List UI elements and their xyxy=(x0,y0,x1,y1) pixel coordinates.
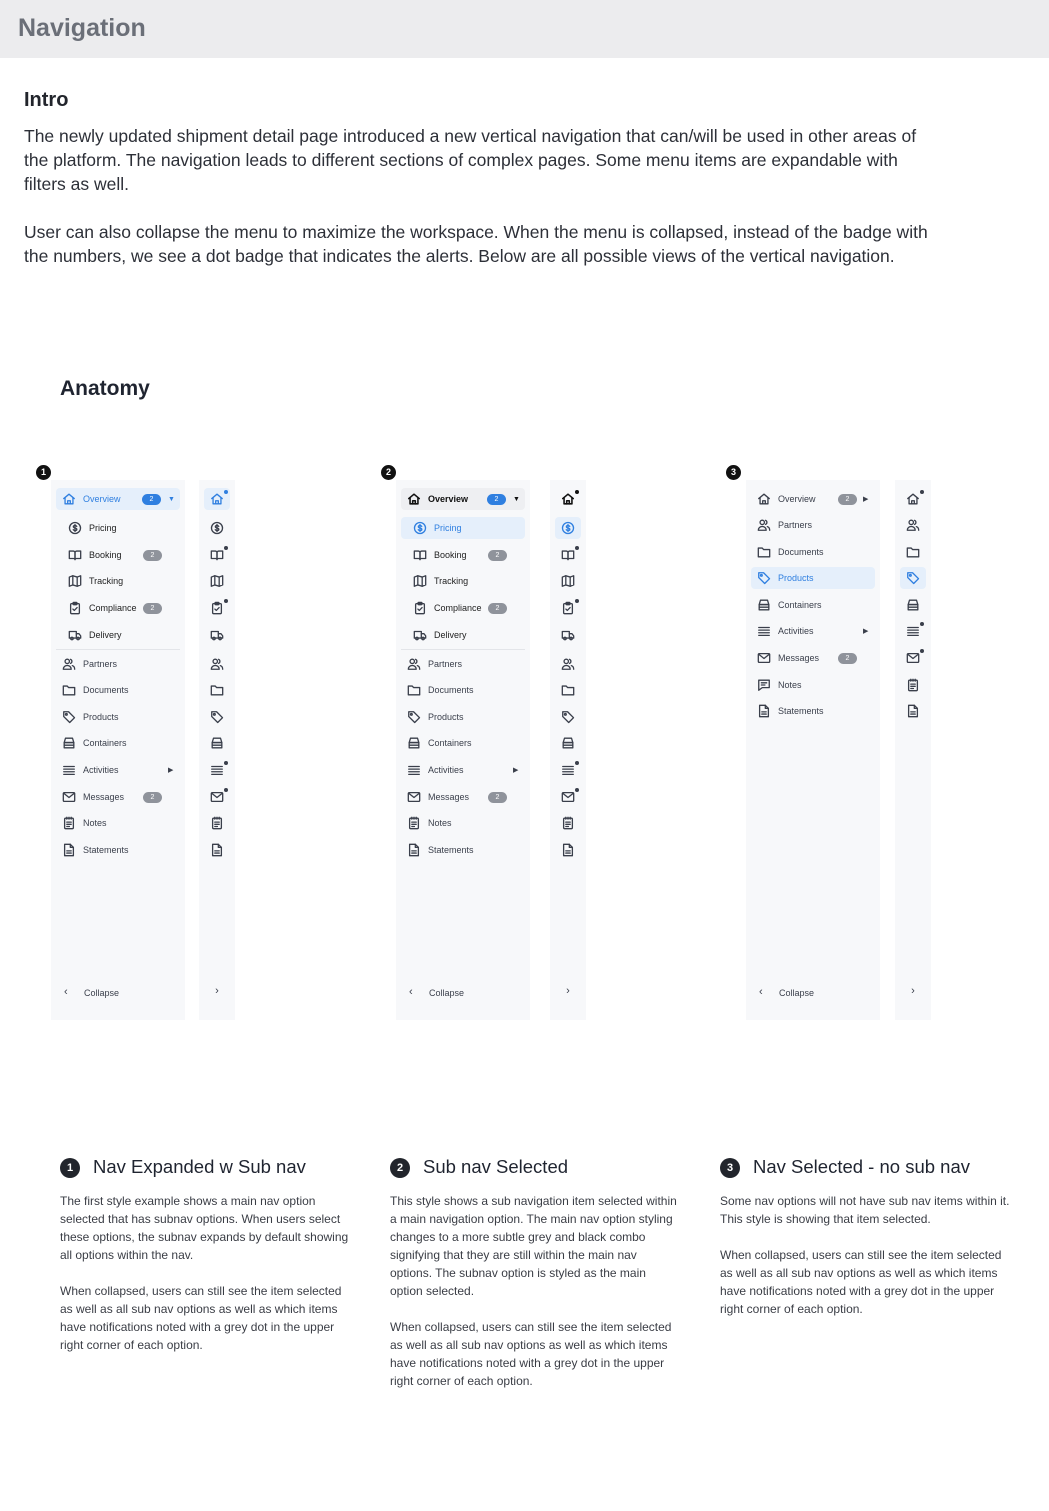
intro-paragraph-1: The newly updated shipment detail page introduced a new vertical navigation that can/will be used in other areas of the platform. The navigation leads to different sections of complex pages. Some menu items are expandable with filters as well. xyxy=(24,126,917,194)
map-icon xyxy=(210,574,224,588)
page-title: Navigation xyxy=(18,14,146,42)
folder-icon xyxy=(906,545,920,559)
notification-badge: 2 xyxy=(143,792,162,803)
nav-panel-expanded-2 xyxy=(396,480,530,1020)
rail-item-tracking[interactable] xyxy=(555,570,581,592)
notification-dot xyxy=(575,761,579,765)
notes-icon xyxy=(210,816,224,830)
nav-item-activities[interactable]: Activities ▶ xyxy=(56,759,180,781)
notification-dot xyxy=(224,761,228,765)
rail-item-statements[interactable] xyxy=(900,700,926,722)
nav-item-partners[interactable]: Partners xyxy=(56,653,180,675)
mail-icon xyxy=(61,789,77,805)
notes-icon xyxy=(906,678,920,692)
intro-heading: Intro xyxy=(24,89,69,111)
notes-icon xyxy=(406,815,422,831)
nav-item-activities[interactable]: Activities ▶ xyxy=(401,759,525,781)
rail-item-containers[interactable] xyxy=(204,732,230,754)
example-text: This style shows a sub navigation item selected within a main navigation option. The main nav option styling changes to a more subtle grey and black combo signifying that they are still within the main nav options. The subnav option is styled as the main option selected. xyxy=(390,1194,677,1298)
notification-badge: 2 xyxy=(143,603,162,614)
tag-icon xyxy=(906,571,920,585)
nav-item-activities[interactable]: Activities ▶ xyxy=(751,620,875,642)
book-icon xyxy=(412,547,428,563)
subnav-item-booking[interactable]: Booking 2 xyxy=(401,544,525,566)
rail-item-messages[interactable] xyxy=(900,647,926,669)
home-icon xyxy=(906,492,920,506)
rail-item-documents[interactable] xyxy=(204,679,230,701)
document-icon xyxy=(61,842,77,858)
truck-icon xyxy=(561,628,575,642)
nav-item-containers[interactable]: Containers xyxy=(56,732,180,754)
document-icon xyxy=(210,843,224,857)
rail-item-pricing[interactable] xyxy=(204,517,230,539)
folder-icon xyxy=(756,544,772,560)
example-text: When collapsed, users can still see the item selected as well as all sub nav options as well as which items have notifications noted with a grey dot in the upper right corner of each option. xyxy=(390,1320,672,1388)
nav-item-documents[interactable]: Documents xyxy=(56,679,180,701)
caret-down-icon[interactable]: ▼ xyxy=(168,495,175,503)
notification-dot xyxy=(575,490,579,494)
notification-dot xyxy=(920,490,924,494)
truck-icon xyxy=(412,627,428,643)
collapse-button[interactable]: ‹ Collapse xyxy=(64,986,120,998)
example-title: Sub nav Selected xyxy=(423,1156,569,1177)
notification-badge: 2 xyxy=(487,494,506,505)
notification-dot xyxy=(575,788,579,792)
caret-right-icon[interactable]: ▶ xyxy=(513,767,519,774)
notification-badge: 2 xyxy=(142,494,161,505)
rail-item-overview[interactable] xyxy=(555,488,581,510)
mail-icon xyxy=(756,650,772,666)
users-icon xyxy=(61,656,77,672)
nav-panel-expanded-1 xyxy=(51,480,185,1020)
example-text: The first style example shows a main nav option selected that has subnav options. When users select these options, the subnav expands by default showing all options within the nav. xyxy=(60,1194,349,1262)
rail-item-partners[interactable] xyxy=(555,653,581,675)
truck-icon xyxy=(210,628,224,642)
home-icon xyxy=(561,492,575,506)
rail-item-notes[interactable] xyxy=(555,812,581,834)
rail-item-notes[interactable] xyxy=(204,812,230,834)
nav-rail-collapsed-1 xyxy=(199,480,235,1020)
nav-item-products[interactable]: Products xyxy=(56,706,180,728)
example-title: Nav Selected - no sub nav xyxy=(753,1156,970,1177)
dollar-icon xyxy=(412,520,428,536)
rail-item-messages[interactable] xyxy=(555,786,581,808)
example-text: When collapsed, users can still see the item selected as well as all sub nav options as well as which items have notifications noted with a grey dot in the upper right corner of each option. xyxy=(720,1248,1002,1316)
nav-item-messages[interactable]: Messages 2 xyxy=(401,786,525,808)
container-icon xyxy=(756,597,772,613)
chevron-left-icon: ‹ xyxy=(64,986,68,998)
rail-item-partners[interactable] xyxy=(900,514,926,536)
list-icon xyxy=(756,623,772,639)
list-icon xyxy=(210,763,224,777)
rail-item-statements[interactable] xyxy=(204,839,230,861)
rail-item-delivery[interactable] xyxy=(555,624,581,646)
chevron-left-icon: ‹ xyxy=(759,986,763,998)
rail-item-booking[interactable] xyxy=(204,544,230,566)
nav-item-containers[interactable]: Containers xyxy=(401,732,525,754)
example-number: 2 xyxy=(390,1158,410,1178)
example-number: 1 xyxy=(60,1158,80,1178)
nav-item-products[interactable]: Products xyxy=(751,567,875,589)
notification-dot xyxy=(920,649,924,653)
notification-badge: 2 xyxy=(838,494,857,505)
folder-icon xyxy=(210,683,224,697)
container-icon xyxy=(61,735,77,751)
rail-item-containers[interactable] xyxy=(900,594,926,616)
example-text: Some nav options will not have sub nav items within it. This style is showing that item selected. xyxy=(720,1194,1010,1226)
users-icon xyxy=(561,657,575,671)
rail-item-activities[interactable] xyxy=(900,620,926,642)
notification-badge: 2 xyxy=(488,792,507,803)
mail-icon xyxy=(906,651,920,665)
notification-dot xyxy=(575,599,579,603)
tag-icon xyxy=(406,709,422,725)
caret-right-icon[interactable]: ▶ xyxy=(863,496,869,503)
rail-item-compliance[interactable] xyxy=(555,597,581,619)
chat-icon xyxy=(756,677,772,693)
nav-item-messages[interactable]: Messages 2 xyxy=(56,786,180,808)
example-text: When collapsed, users can still see the item selected as well as all sub nav options as well as which items have notifications noted with a grey dot in the upper right corner of each option. xyxy=(60,1284,342,1352)
rail-item-partners[interactable] xyxy=(204,653,230,675)
nav-panel-expanded-3 xyxy=(746,480,880,1020)
subnav-item-booking[interactable]: Booking 2 xyxy=(56,544,180,566)
book-icon xyxy=(210,548,224,562)
container-icon xyxy=(561,736,575,750)
rail-item-activities[interactable] xyxy=(555,759,581,781)
map-icon xyxy=(67,573,83,589)
collapse-button[interactable]: ‹ Collapse xyxy=(759,986,815,998)
subnav-item-pricing[interactable]: Pricing xyxy=(401,517,525,539)
nav-item-statements[interactable]: Statements xyxy=(56,839,180,861)
collapse-button[interactable]: ‹ Collapse xyxy=(409,986,465,998)
list-icon xyxy=(561,763,575,777)
nav-item-notes[interactable]: Notes xyxy=(751,674,875,696)
nav-item-products[interactable]: Products xyxy=(401,706,525,728)
rail-item-documents[interactable] xyxy=(900,541,926,563)
subnav-item-tracking[interactable]: Tracking xyxy=(56,570,180,592)
notification-dot xyxy=(224,546,228,550)
subnav-item-pricing[interactable]: Pricing xyxy=(56,517,180,539)
clipboard-check-icon xyxy=(67,600,83,616)
rail-item-notes[interactable] xyxy=(900,674,926,696)
document-icon xyxy=(406,842,422,858)
list-icon xyxy=(406,762,422,778)
rail-item-pricing[interactable] xyxy=(555,517,581,539)
nav-item-overview[interactable]: Overview 2 ▼ xyxy=(401,488,525,510)
nav-item-statements[interactable]: Statements xyxy=(401,839,525,861)
rail-item-products[interactable] xyxy=(555,706,581,728)
notification-dot xyxy=(224,788,228,792)
nav-rail-collapsed-3 xyxy=(895,480,931,1020)
list-icon xyxy=(906,624,920,638)
list-icon xyxy=(61,762,77,778)
home-icon xyxy=(210,492,224,506)
document-icon xyxy=(561,843,575,857)
notes-icon xyxy=(61,815,77,831)
rail-item-compliance[interactable] xyxy=(204,597,230,619)
divider xyxy=(56,649,180,650)
mail-icon xyxy=(210,790,224,804)
users-icon xyxy=(756,517,772,533)
nav-item-messages[interactable]: Messages 2 xyxy=(751,647,875,669)
notification-dot xyxy=(224,599,228,603)
rail-item-activities[interactable] xyxy=(204,759,230,781)
nav-rail-collapsed-2 xyxy=(550,480,586,1020)
page-header xyxy=(0,0,1049,58)
nav-item-overview[interactable]: Overview 2 ▼ xyxy=(56,488,180,510)
mail-icon xyxy=(406,789,422,805)
map-icon xyxy=(561,574,575,588)
caret-down-icon[interactable]: ▼ xyxy=(513,495,520,503)
anatomy-heading: Anatomy xyxy=(60,377,150,400)
example-3-marker: 3 xyxy=(726,465,741,480)
example-2-marker: 2 xyxy=(381,465,396,480)
nav-item-partners[interactable]: Partners xyxy=(401,653,525,675)
document-icon xyxy=(756,703,772,719)
dollar-icon xyxy=(561,521,575,535)
container-icon xyxy=(406,735,422,751)
clipboard-check-icon xyxy=(412,600,428,616)
divider xyxy=(401,649,525,650)
chevron-right-icon[interactable]: › xyxy=(566,985,570,997)
container-icon xyxy=(906,598,920,612)
rail-item-overview[interactable] xyxy=(900,488,926,510)
intro-paragraph-2: User can also collapse the menu to maximize the workspace. When the menu is collapsed, instead of the badge with the numbers, we see a dot badge that indicates the alerts. Below are all possible views of the vertical navigation. xyxy=(24,222,928,266)
subnav-item-compliance[interactable]: Compliance 2 xyxy=(401,597,525,619)
tag-icon xyxy=(61,709,77,725)
nav-item-notes[interactable]: Notes xyxy=(56,812,180,834)
subnav-item-compliance[interactable]: Compliance 2 xyxy=(56,597,180,619)
notification-dot xyxy=(224,490,228,494)
rail-item-messages[interactable] xyxy=(204,786,230,808)
nav-item-documents[interactable]: Documents xyxy=(401,679,525,701)
book-icon xyxy=(67,547,83,563)
nav-item-containers[interactable]: Containers xyxy=(751,594,875,616)
home-icon xyxy=(61,491,77,507)
notification-badge: 2 xyxy=(838,653,857,664)
chevron-right-icon[interactable]: › xyxy=(911,985,915,997)
clipboard-check-icon xyxy=(561,601,575,615)
caret-right-icon[interactable]: ▶ xyxy=(863,628,869,635)
rail-item-tracking[interactable] xyxy=(204,570,230,592)
folder-icon xyxy=(406,682,422,698)
chevron-left-icon: ‹ xyxy=(409,986,413,998)
rail-item-statements[interactable] xyxy=(555,839,581,861)
home-icon xyxy=(756,491,772,507)
tag-icon xyxy=(210,710,224,724)
subnav-item-delivery[interactable]: Delivery xyxy=(56,624,180,646)
folder-icon xyxy=(61,682,77,698)
nav-item-notes[interactable]: Notes xyxy=(401,812,525,834)
nav-item-statements[interactable]: Statements xyxy=(751,700,875,722)
rail-item-booking[interactable] xyxy=(555,544,581,566)
subnav-item-delivery[interactable]: Delivery xyxy=(401,624,525,646)
dollar-icon xyxy=(210,521,224,535)
rail-item-products[interactable] xyxy=(900,567,926,589)
example-title: Nav Expanded w Sub nav xyxy=(93,1156,306,1177)
nav-item-overview[interactable]: Overview 2 ▶ xyxy=(751,488,875,510)
document-icon xyxy=(906,704,920,718)
notification-badge: 2 xyxy=(488,603,507,614)
dollar-icon xyxy=(67,520,83,536)
chevron-right-icon[interactable]: › xyxy=(215,985,219,997)
rail-item-products[interactable] xyxy=(204,706,230,728)
mail-icon xyxy=(561,790,575,804)
notification-badge: 2 xyxy=(143,550,162,561)
notes-icon xyxy=(561,816,575,830)
users-icon xyxy=(210,657,224,671)
notification-dot xyxy=(575,546,579,550)
home-icon xyxy=(406,491,422,507)
map-icon xyxy=(412,573,428,589)
tag-icon xyxy=(561,710,575,724)
example-number: 3 xyxy=(720,1158,740,1178)
rail-item-containers[interactable] xyxy=(555,732,581,754)
users-icon xyxy=(906,518,920,532)
notification-badge: 2 xyxy=(488,550,507,561)
rail-item-delivery[interactable] xyxy=(204,624,230,646)
tag-icon xyxy=(756,570,772,586)
truck-icon xyxy=(67,627,83,643)
folder-icon xyxy=(561,683,575,697)
notification-dot xyxy=(920,622,924,626)
rail-item-overview[interactable] xyxy=(204,488,230,510)
users-icon xyxy=(406,656,422,672)
book-icon xyxy=(561,548,575,562)
caret-right-icon[interactable]: ▶ xyxy=(168,767,174,774)
nav-item-documents[interactable]: Documents xyxy=(751,541,875,563)
rail-item-documents[interactable] xyxy=(555,679,581,701)
container-icon xyxy=(210,736,224,750)
subnav-item-tracking[interactable]: Tracking xyxy=(401,570,525,592)
example-1-marker: 1 xyxy=(36,465,51,480)
clipboard-check-icon xyxy=(210,601,224,615)
nav-item-partners[interactable]: Partners xyxy=(751,514,875,536)
